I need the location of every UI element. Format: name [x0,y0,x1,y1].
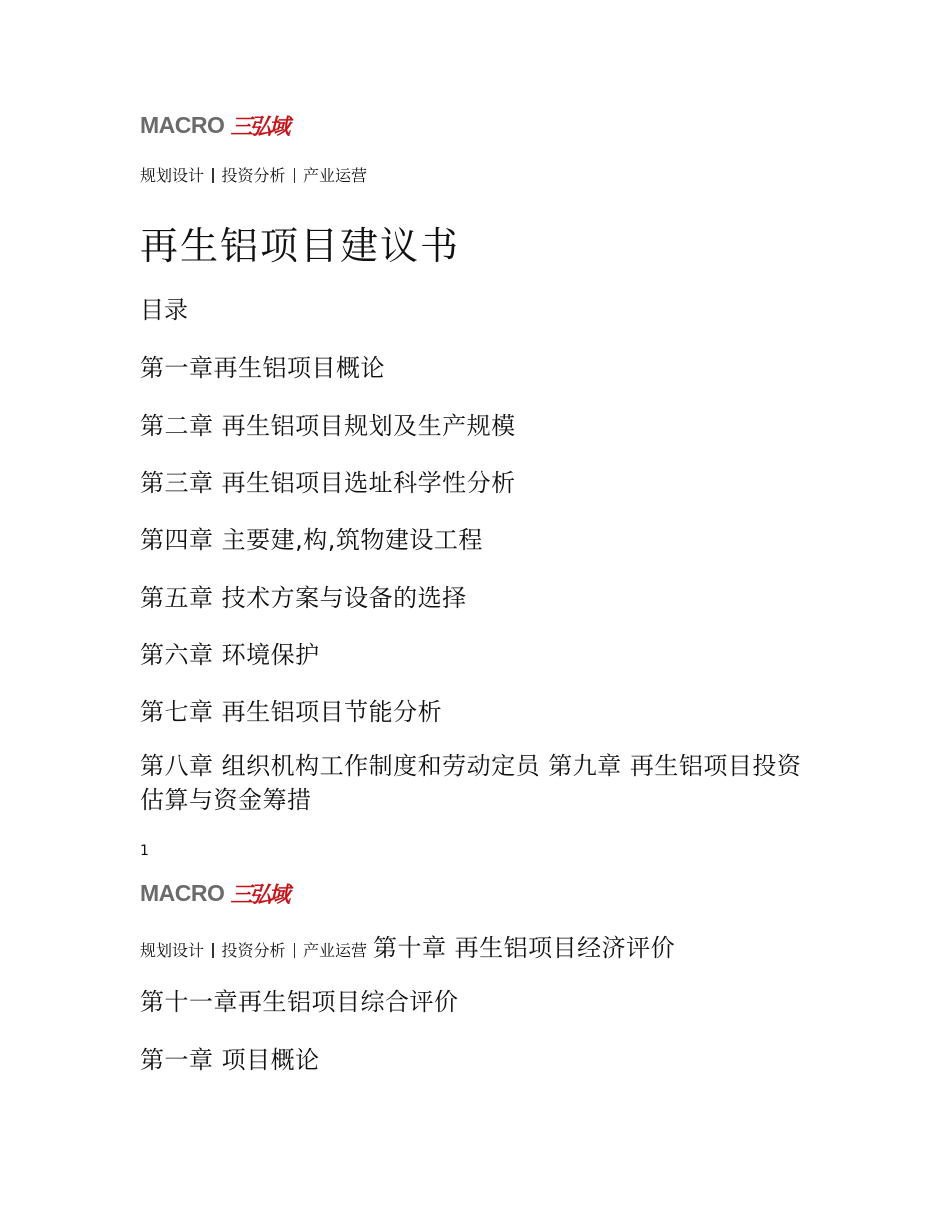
tagline-separator [212,943,214,958]
toc-entry: 第五章 技术方案与设备的选择 [140,584,467,612]
document-title: 再生铝项目建议书 [140,224,461,268]
tagline-item: 规划设计 [140,941,205,960]
tagline-separator [294,943,296,958]
tagline-item: 投资分析 [221,166,286,185]
tagline-item: 规划设计 [140,166,205,185]
tagline-item: 产业运营 [303,941,368,960]
logo-chinese-text: 三弘域 [230,882,288,908]
toc-entry: 第三章 再生铝项目选址科学性分析 [140,469,516,497]
logo-latin-text: MACRO [140,879,225,906]
header-tagline [140,928,675,963]
company-logo [140,878,287,908]
toc-entry: 第六章 环境保护 [140,641,320,669]
toc-entry: 第一章再生铝项目概论 [140,354,385,382]
tagline-item: 产业运营 [303,166,368,185]
toc-entry: 第八章 组织机构工作制度和劳动定员 第九章 再生铝项目投资估算与资金筹措 [140,752,802,814]
header-tagline [140,163,367,186]
logo-chinese-text: 三弘域 [230,114,288,140]
toc-entry: 第四章 主要建,构,筑物建设工程 [140,526,483,554]
toc-entry: 第七章 再生铝项目节能分析 [140,698,443,726]
tagline-item: 投资分析 [221,941,286,960]
logo-latin-text: MACRO [140,111,225,138]
chapter-heading: 第一章 项目概论 [140,1046,320,1074]
tagline-separator [212,168,214,183]
page-number: 1 [140,843,149,859]
tagline-separator [294,168,296,183]
company-logo [140,110,287,140]
toc-entry: 第十章 再生铝项目经济评价 [373,934,676,962]
toc-entry: 第十一章再生铝项目综合评价 [140,988,459,1016]
toc-heading: 目录 [140,296,188,324]
toc-entry: 第二章 再生铝项目规划及生产规模 [140,412,516,440]
